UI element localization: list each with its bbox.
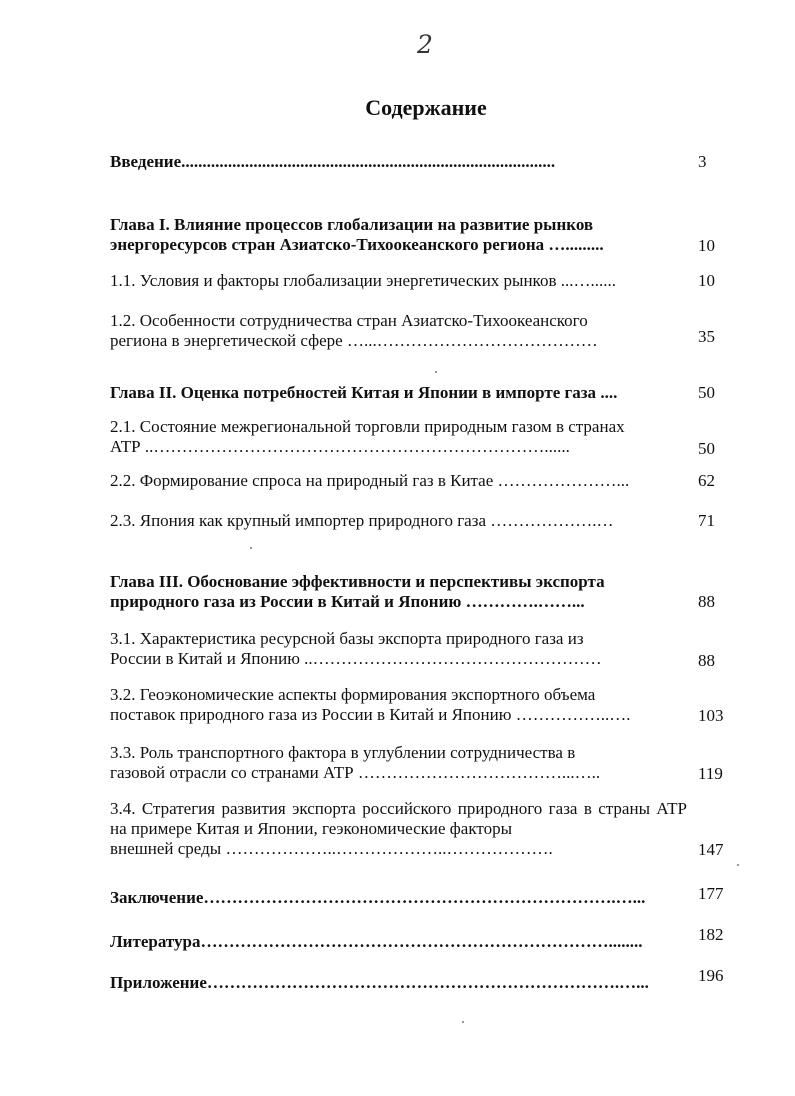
toc-leader: ..…………………………………………… bbox=[299, 649, 602, 668]
toc-entry-title: Глава I. Влияние процессов глобализации на развитие рынков bbox=[110, 215, 594, 234]
toc-entry-title-end: природного газа из России в Китай и Японию bbox=[110, 592, 462, 611]
toc-page-number: 62 bbox=[698, 471, 715, 490]
toc-entry-title-end: поставок природного газа из России в Китай и Японию bbox=[110, 705, 512, 724]
toc-leader: ........................................................................................ bbox=[181, 152, 556, 171]
toc-entry-title: Введение bbox=[110, 152, 182, 171]
page-title: Содержание bbox=[365, 95, 487, 120]
toc-leader: ………….……... bbox=[461, 592, 585, 611]
toc-page-number: 119 bbox=[698, 764, 723, 783]
toc-page-number: 50 bbox=[698, 439, 715, 458]
toc-entry-title: Заключение bbox=[110, 888, 204, 907]
toc-leader: ……………………………………………………………….…... bbox=[203, 888, 646, 907]
toc-entry-title-end: АТР bbox=[110, 437, 141, 456]
toc-page-number: 196 bbox=[698, 966, 724, 985]
toc-leader: …...………………………………… bbox=[342, 331, 598, 350]
toc-entry-title-end: газовой отрасли со странами АТР bbox=[110, 763, 354, 782]
toc-entry-chapter-2 bbox=[110, 383, 687, 403]
toc-entry-title: Глава III. Обоснование эффективности и перспективы экспорта bbox=[110, 572, 605, 591]
toc-leader: ………………..………………..………………. bbox=[221, 839, 553, 858]
toc-entry-title: Приложение bbox=[110, 973, 207, 992]
toc-entry-references bbox=[110, 932, 687, 952]
toc-entry-title: 2.2. Формирование спроса на природный газ в Китае bbox=[110, 471, 494, 490]
toc-entry-title: 3.1. Характеристика ресурсной базы экспорта природного газа из bbox=[110, 629, 584, 648]
toc-entry-introduction bbox=[110, 152, 687, 172]
scan-speck bbox=[462, 1021, 464, 1023]
toc-entry-title: 3.4. Стратегия развития экспорта российского природного газа в страны АТР на примере Китая и Японии, геэкономические факторы bbox=[110, 799, 687, 838]
toc-entry-title: 3.2. Геоэкономические аспекты формирования экспортного объема bbox=[110, 685, 596, 704]
toc-entry-section-3-1 bbox=[110, 629, 687, 669]
toc-entry-title: 1.2. Особенности сотрудничества стран Азиатско-Тихоокеанского bbox=[110, 311, 588, 330]
toc-page-number: 35 bbox=[698, 327, 715, 346]
toc-leader: ...…...... bbox=[556, 271, 616, 290]
toc-entry-title: 2.3. Япония как крупный импортер природного газа bbox=[110, 511, 486, 530]
toc-entry-title: 2.1. Состояние межрегиональной торговли природным газом в странах bbox=[110, 417, 625, 436]
toc-entry-title-end: региона в энергетической сфере bbox=[110, 331, 343, 350]
toc-entry-title: 1.1. Условия и факторы глобализации энергетических рынков bbox=[110, 271, 557, 290]
toc-page-number: 10 bbox=[698, 271, 715, 290]
toc-leader: …………………... bbox=[493, 471, 630, 490]
toc-entry-title-end: энергоресурсов стран Азиатско-Тихоокеанского региона bbox=[110, 235, 545, 254]
toc-entry-section-3-2 bbox=[110, 685, 687, 725]
toc-entry-title: Литература bbox=[110, 932, 201, 951]
toc-entry-conclusion bbox=[110, 888, 687, 908]
toc-entry-section-2-1 bbox=[110, 417, 687, 457]
toc-entry-section-3-4 bbox=[110, 799, 687, 859]
scan-speck bbox=[435, 371, 437, 373]
toc-page-number: 71 bbox=[698, 511, 715, 530]
toc-entry-section-2-2 bbox=[110, 471, 687, 491]
toc-page-number: 103 bbox=[698, 706, 724, 725]
toc-leader: ………………………………...….. bbox=[353, 763, 601, 782]
toc-entry-section-1-2 bbox=[110, 311, 687, 351]
toc-leader: ..……………………………………………………………...... bbox=[140, 437, 570, 456]
toc-entry-section-1-1 bbox=[110, 271, 687, 291]
toc-entry-section-2-3 bbox=[110, 511, 687, 531]
toc-leader: .... bbox=[596, 383, 618, 402]
toc-page-number: 50 bbox=[698, 383, 715, 402]
toc-entry-chapter-1 bbox=[110, 215, 687, 255]
toc-entry-chapter-3 bbox=[110, 572, 687, 612]
toc-page-number: 147 bbox=[698, 840, 724, 859]
toc-page-number: 88 bbox=[698, 651, 715, 670]
toc-page-number: 177 bbox=[698, 884, 724, 903]
toc-page-number: 3 bbox=[698, 152, 707, 171]
page-number: 2 bbox=[417, 30, 433, 59]
toc-entry-title-end: России в Китай и Японию bbox=[110, 649, 300, 668]
scan-speck bbox=[250, 547, 252, 549]
scan-speck bbox=[737, 864, 739, 866]
toc-leader: ……………..…. bbox=[511, 705, 631, 724]
toc-page-number: 10 bbox=[698, 236, 715, 255]
toc-entry-title: 3.3. Роль транспортного фактора в углублении сотрудничества в bbox=[110, 743, 576, 762]
toc-leader: …......... bbox=[544, 235, 604, 254]
toc-entry-section-3-3 bbox=[110, 743, 687, 783]
toc-leader: ……………………………………………………………….…... bbox=[206, 973, 649, 992]
toc-entry-appendix bbox=[110, 973, 687, 993]
toc-entry-title-end: внешней среды bbox=[110, 839, 222, 858]
toc-leader: ………………………………………………………………........ bbox=[200, 932, 643, 951]
toc-page-number: 88 bbox=[698, 592, 715, 611]
toc-entry-title: Глава II. Оценка потребностей Китая и Японии в импорте газа bbox=[110, 383, 597, 402]
toc-page-number: 182 bbox=[698, 925, 724, 944]
toc-leader: ……………….… bbox=[486, 511, 614, 530]
